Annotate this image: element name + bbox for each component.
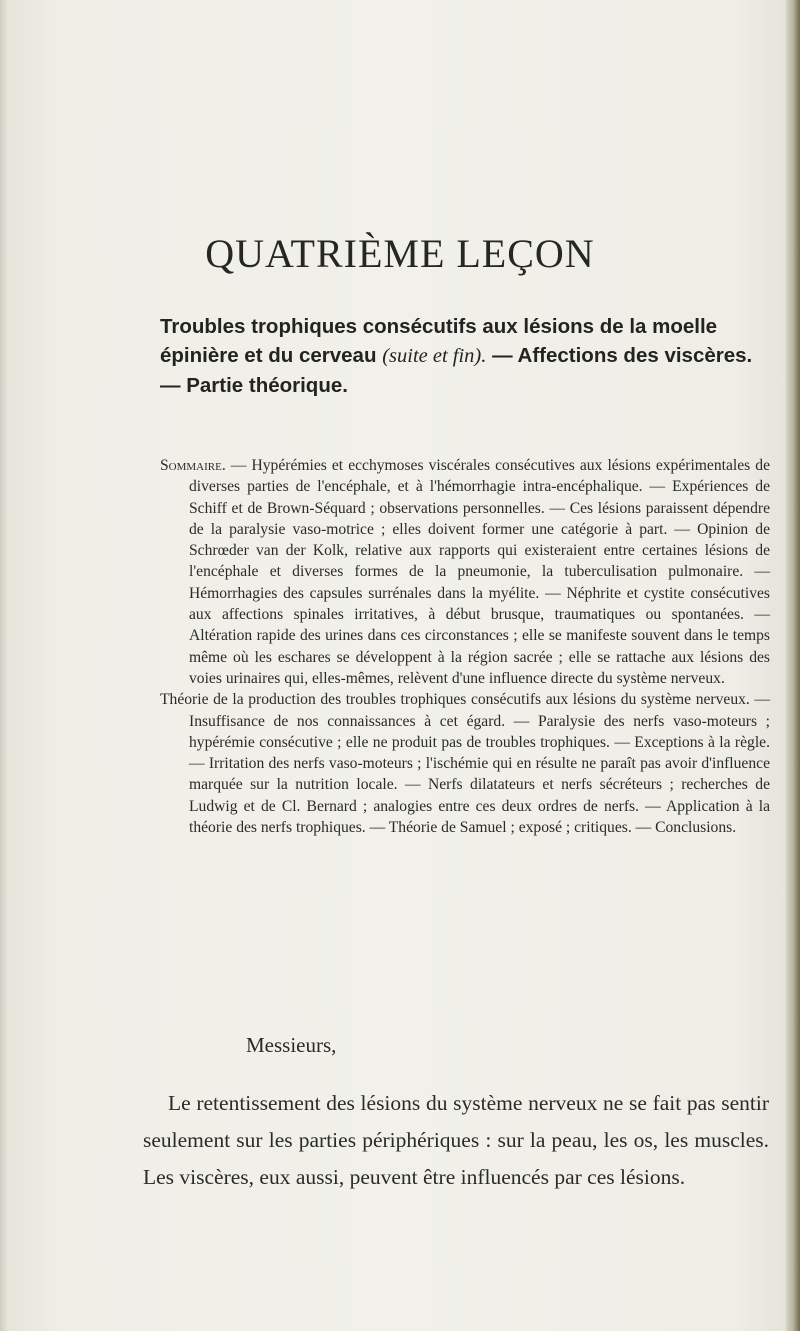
summary-paragraph-2: Théorie de la production des troubles trophiques consécutifs aux lésions du système nerveux. — Insuffisance de nos connaissances à cet égard. — Paralysie des nerfs vaso-moteurs ; hypérémie consécutive ; elle ne produit pas de troubles trophiques. — Exceptions à la règle. — Irritation des nerfs vaso-moteurs ; l'ischémie qui en résulte ne paraît pas avoir d'influence marquée sur la nutrition locale. — Nerfs dilatateurs et nerfs sécréteurs ; recherches de Ludwig et de Cl. Bernard ; analogies entre ces deux ordres de nerfs. — Application à la théorie des nerfs trophiques. — Théorie de Samuel ; exposé ; critiques. — Conclusions.	[160, 691, 770, 837]
summary-text-1: — Hypérémies et ecchymoses viscérales consécutives aux lésions expérimentales de diverses parties de l'encéphale, et à l'hémorrhagie intra-encéphalique. — Expériences de Schiff et de Brown-Séquard ; observations personnelles. — Ces lésions paraissent dépendre de la paralysie vaso-motrice ; elles doivent former une catégorie à part. — Opinion de Schrœder van der Kolk, relative aux rapports qui existeraient entre certaines lésions de l'encéphale et diverses formes de la pneumonie, la tuberculisation pulmonaire. — Hémorrhagies des capsules surrénales dans la myélite. — Néphrite et cystite consécutives aux affections spinales irritatives, à début brusque, traumatiques ou spontanées. — Altération rapide des urines dans ces circonstances ; elle se manifeste souvent dans le temps même où les eschares se développent à la région sacrée ; elle se rattache aux lésions des voies urinaires qui, elles-mêmes, relèvent d'une influence directe du système nerveux.	[189, 457, 770, 687]
body-paragraph: Le retentissement des lésions du système nerveux ne se fait pas sentir seulement sur les parties périphériques : sur la peau, les os, les muscles. Les viscères, eux aussi, peuvent être influencés par ces lésions.	[143, 1091, 769, 1189]
subtitle-part-1: Troubles trophiques consécutifs aux lésions de la moelle épinière et du cerveau	[160, 315, 718, 367]
summary-block	[160, 455, 770, 838]
body-text	[143, 1085, 769, 1196]
summary-label: Sommaire.	[160, 457, 226, 474]
page-left-edge	[0, 0, 8, 1331]
chapter-title: QUATRIÈME LEÇON	[205, 231, 595, 276]
subtitle-part-2: — Affections des viscères. — Partie théorique.	[160, 344, 753, 397]
summary-paragraph-1	[160, 455, 770, 689]
subtitle-italic: (suite et fin).	[382, 345, 487, 367]
greeting: Messieurs,	[246, 1033, 337, 1057]
page-right-edge	[786, 0, 800, 1331]
lesson-subtitle	[160, 312, 770, 400]
